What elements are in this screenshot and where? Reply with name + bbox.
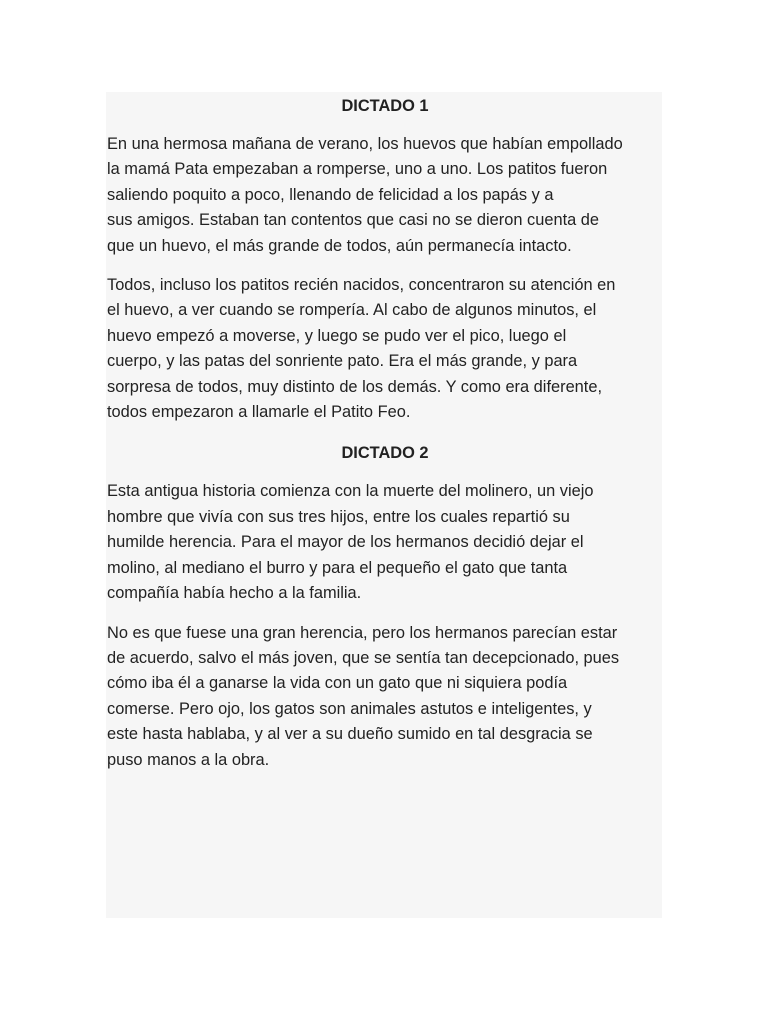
section-heading: DICTADO 1 (341, 97, 429, 115)
section-heading: DICTADO 2 (341, 444, 429, 463)
text-line: comerse. Pero ojo, los gatos son animales astutos e inteligentes, y (107, 699, 592, 718)
text-line: cuerpo, y las patas del sonriente pato. Era el más grande, y para (107, 352, 578, 371)
text-line: En una hermosa mañana de verano, los huevos que habían empollado (107, 135, 623, 153)
text-line: No es que fuese una gran herencia, pero los hermanos parecían estar (107, 623, 618, 642)
text-line: saliendo poquito a poco, llenando de felicidad a los papás y a (107, 185, 554, 204)
text-line: de acuerdo, salvo el más joven, que se sentía tan decepcionado, pues (107, 648, 620, 667)
text-line: sus amigos. Estaban tan contentos que casi no se dieron cuenta de (107, 211, 600, 230)
text-line: humilde herencia. Para el mayor de los hermanos decidió dejar el (107, 533, 584, 552)
text-line: puso manos a la obra. (107, 750, 270, 769)
document-content (107, 94, 663, 787)
text-line: el huevo, a ver cuando se rompería. Al cabo de algunos minutos, el (107, 301, 597, 320)
text-line: molino, al mediano el burro y para el pequeño el gato que tanta (107, 558, 568, 577)
text-line: compañía había hecho a la familia. (107, 584, 362, 603)
paragraph (107, 479, 663, 606)
text-line: Esta antigua historia comienza con la muerte del molinero, un viejo (107, 482, 594, 501)
text-line: todos empezaron a llamarle el Patito Feo. (107, 403, 411, 422)
text-line: que un huevo, el más grande de todos, aún permanecía intacto. (107, 236, 572, 255)
text-line: cómo iba él a ganarse la vida con un gato que ni siquiera podía (107, 674, 568, 693)
paragraph (107, 621, 663, 773)
text-line: la mamá Pata empezaban a romperse, uno a uno. Los patitos fueron (107, 160, 608, 179)
section-dictado-2 (107, 441, 663, 772)
paragraph (107, 273, 663, 425)
text-line: sorpresa de todos, muy distinto de los demás. Y como era diferente, (107, 377, 603, 396)
text-line: Todos, incluso los patitos recién nacidos, concentraron su atención en (107, 276, 616, 295)
text-line: hombre que vivía con sus tres hijos, entre los cuales repartió su (107, 507, 570, 526)
text-line: este hasta hablaba, y al ver a su dueño sumido en tal desgracia se (107, 725, 593, 744)
paragraph (107, 132, 663, 259)
section-dictado-1 (107, 94, 663, 425)
text-line: huevo empezó a moverse, y luego se pudo ver el pico, luego el (107, 326, 567, 345)
